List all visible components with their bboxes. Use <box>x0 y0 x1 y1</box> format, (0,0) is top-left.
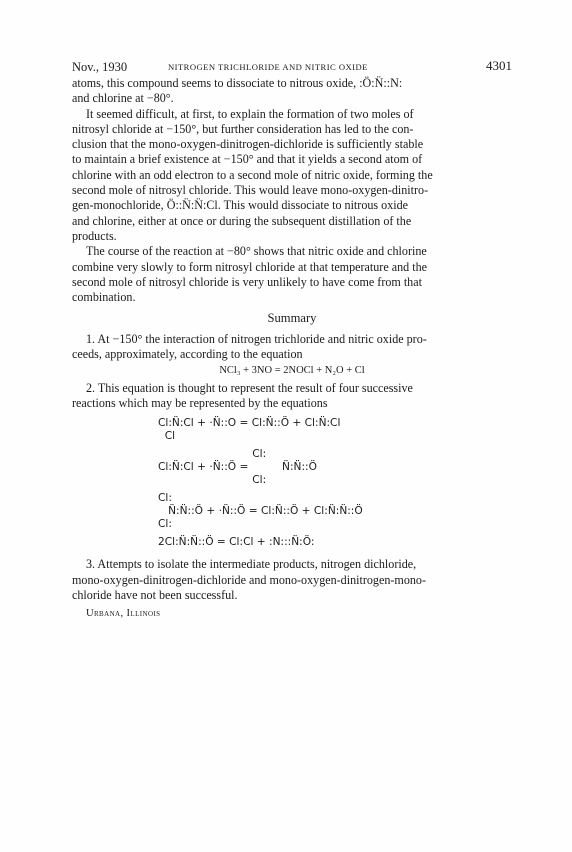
paragraph-1-line-1: atoms, this compound seems to dissociate to nitrous oxide, :Ö:N̈::N: <box>72 76 403 90</box>
reaction-1-substituent: Cl <box>158 430 176 443</box>
reaction-2: Cl:N̈:Cl + ·N̈::Ö = N̈:N̈::Ö <box>158 461 317 474</box>
summary-item-3-line-1: 3. Attempts to isolate the intermediate products, nitrogen dichloride, <box>86 557 417 572</box>
reaction-equations <box>158 417 512 549</box>
issue-date: Nov., 1930 <box>72 60 128 74</box>
summary-heading: Summary <box>267 311 317 326</box>
reaction-2-lower: Cl: <box>158 474 267 487</box>
page-header <box>72 54 512 76</box>
reaction-1: Cl:N̈:Cl + ·N̈::O = Cl:N̈::Ö + Cl:N̈:Cl <box>158 417 341 430</box>
reaction-3-lower: Cl: <box>158 518 172 531</box>
paragraph-2-line-1: It seemed difficult, at first, to explain the formation of two moles of <box>86 106 414 121</box>
summary-item-2-line-2: reactions which may be represented by the equations <box>72 395 328 410</box>
overall-equation: NCl₃ + 3NO = 2NOCl + N₂O + Cl <box>219 365 365 377</box>
paragraph-2-line-2: nitrosyl chloride at −150°, but further consideration has led to the con- <box>72 121 414 136</box>
paragraph-1-line-2: and chlorine at −80°. <box>72 91 174 106</box>
paragraph-3 <box>72 244 512 305</box>
running-title: NITROGEN TRICHLORIDE AND NITRIC OXIDE <box>168 62 368 72</box>
paragraph-3-line-2: combine very slowly to form nitrosyl chloride at that temperature and the <box>72 259 427 274</box>
page-number: 4301 <box>486 58 512 73</box>
reaction-3-upper: Cl: <box>158 492 172 505</box>
paragraph-2 <box>72 107 512 245</box>
paragraph-1 <box>72 76 512 107</box>
paragraph-2-line-8: and chlorine, either at once or during the subsequent distillation of the <box>72 213 412 228</box>
paragraph-3-line-4: combination. <box>72 290 136 305</box>
reaction-4: 2Cl:N̈:N̈::Ö = Cl:Cl + :N:::N̈:Ö: <box>158 536 315 549</box>
paragraph-3-line-1: The course of the reaction at −80° shows that nitric oxide and chlorine <box>86 244 427 259</box>
journal-page <box>72 54 512 621</box>
institution-location: Urbana, Illinois <box>86 608 161 620</box>
article-body <box>72 76 512 621</box>
reaction-2-upper: Cl: <box>158 448 267 461</box>
paragraph-2-line-6: second mole of nitrosyl chloride. This would leave mono-oxygen-dinitro- <box>72 183 429 198</box>
summary-item-3-line-2: mono-oxygen-dinitrogen-dichloride and mono-oxygen-dinitrogen-mono- <box>72 572 426 587</box>
paragraph-2-line-3: clusion that the mono-oxygen-dinitrogen-dichloride is sufficiently stable <box>72 137 424 152</box>
paragraph-2-line-5: chlorine with an odd electron to a second mole of nitric oxide, forming the <box>72 167 433 182</box>
summary-item-2-line-1: 2. This equation is thought to represent the result of four successive <box>86 380 413 395</box>
paragraph-2-line-4: to maintain a brief existence at −150° and that it yields a second atom of <box>72 152 423 167</box>
summary-item-2 <box>72 381 512 412</box>
paragraph-2-line-7: gen-monochloride, Ö::N̈:N̈:Cl. This would dissociate to nitrous oxide <box>72 198 409 213</box>
reaction-3: N̈:N̈::Ö + ·N̈::Ö = Cl:N̈::Ö + Cl:N̈:N̈::Ö <box>158 505 363 518</box>
summary-item-1-line-1: 1. At −150° the interaction of nitrogen trichloride and nitric oxide pro- <box>86 331 427 346</box>
paragraph-2-line-9: products. <box>72 228 117 243</box>
summary-item-3 <box>72 557 512 603</box>
summary-item-1 <box>72 332 512 363</box>
summary-item-1-line-2: ceeds, approximately, according to the equation <box>72 347 303 362</box>
paragraph-3-line-3: second mole of nitrosyl chloride is very unlikely to have come from that <box>72 274 422 289</box>
summary-item-3-line-3: chloride have not been successful. <box>72 587 238 602</box>
